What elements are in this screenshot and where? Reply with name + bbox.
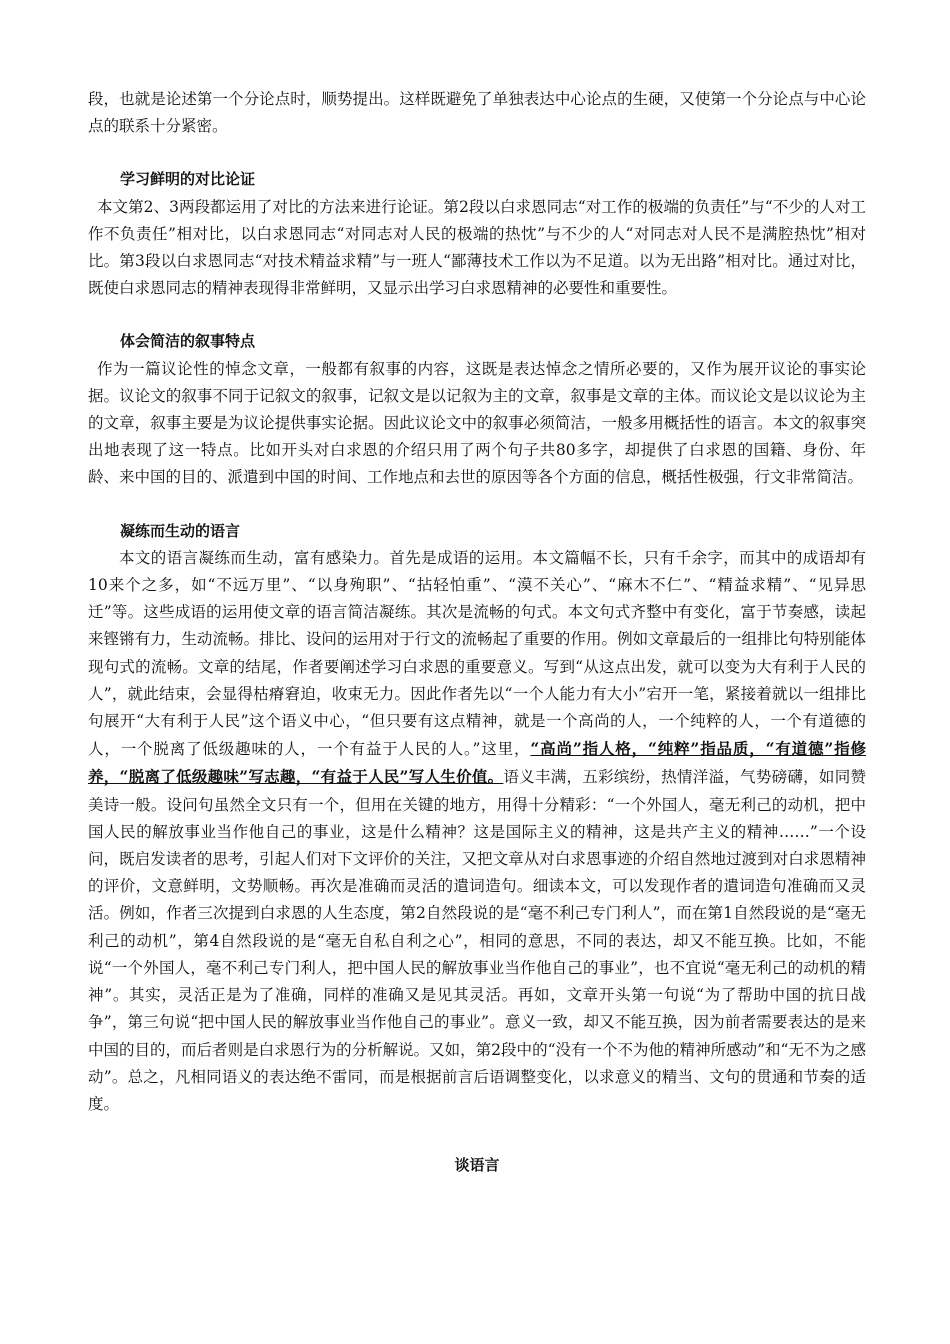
section-body-language <box>88 545 866 1118</box>
section-heading-contrast: 学习鲜明的对比论证 <box>120 170 256 189</box>
language-text-after: 语义丰满，五彩缤纷，热情洋溢，气势磅礴，如同赞美诗一般。设问句虽然全文只有一个，但用在关键的地方，用得十分精彩：“一个外国人，毫无利己的动机，把中国人民的解放事业当作他自己的事业，这是什么精神？这是国际主义的精神，这是共产主义的精神……”一个设问，既启发读者的思考，引起人们对下文评价的关注，又把文章从对白求恩事迹的介绍自然地过渡到对白求恩精神的评价，文意鲜明，文势顺畅。再次是准确而灵活的遣词造句。细读本文，可以发现作者的遣词造句准确而又灵活。例如，作者三次提到白求恩的人生态度，第2自然段说的是“毫不利己专门利人”，而在第1自然段说的是“毫无利己的动机”，第4自然段说的是“毫无自私自利之心”，相同的意思，不同的表达，却又不能互换。比如，不能说“一个外国人，毫不利己专门利人，把中国人民的解放事业当作他自己的事业”，也不宜说“毫无利己的动机的精神”。其实，灵活正是为了准确，同样的准确又是见其灵活。再如，文章开头第一句说“为了帮助中国的抗日战争”，第三句说“把中国人民的解放事业当作他自己的事业”。意义一致，却又不能互换，因为前者需要表达的是来中国的目的，而后者则是白求恩行为的分析解说。又如，第2段中的“没有一个不为他的精神所感动”和“无不为之感动”。总之，凡相同语义的表达绝不雷同，而是根据前言后语调整变化，以求意义的精当、文句的贯通和节奏的适度。 <box>88 768 866 1113</box>
section-heading-language: 凝练而生动的语言 <box>120 521 241 540</box>
section-body-contrast: 本文第2、3两段都运用了对比的方法来进行论证。第2段以白求恩同志“对工作的极端的负责任”与“不少的人对工作不负责任”相对比，以白求恩同志“对同志对人民的极端的热忱”与不少的人“对同志对人民不是满腔热忱”相对比。第3段以白求恩同志“对技术精益求精”与一班人“鄙薄技术工作以为不足道。以为无出路”相对比。通过对比，既使白求恩同志的精神表现得非常鲜明，又显示出学习白求恩精神的必要性和重要性。 <box>88 197 866 298</box>
document-page <box>88 86 866 1179</box>
closing-title: 谈语言 <box>454 1156 500 1175</box>
language-text-before: 本文的语言凝练而生动，富有感染力。首先是成语的运用。本文篇幅不长，只有千余字，而其中的成语却有10来个之多，如“不远万里”、“以身殉职”、“拈轻怕重”、“漠不关心”、“麻木不仁”、“精益求精”、“见异思迁”等。这些成语的运用使文章的语言简洁凝练。其次是流畅的句式。本文句式齐整中有变化，富于节奏感，读起来铿锵有力，生动流畅。排比、设问的运用对于行文的流畅起了重要的作用。例如文章最后的一组排比句特别能体现句式的流畅。文章的结尾，作者要阐述学习白求恩的重要意义。写到“从这点出发，就可以变为大有利于人民的人”，就此结束，会显得枯瘠窘迫，收束无力。因此作者先以“一个人能力有大小”宕开一笔，紧接着就以一组排比句展开“大有利于人民”这个语义中心，“但只要有这点精神，就是一个高尚的人，一个纯粹的人，一个有道德的人，一个脱离了低级趣味的人，一个有益于人民的人。”这里， <box>88 548 866 759</box>
intro-paragraph: 段，也就是论述第一个分论点时，顺势提出。这样既避免了单独表达中心论点的生硬，又使第一个分论点与中心论点的联系十分紧密。 <box>88 90 866 136</box>
language-highlight: “高尚”指人格，“纯粹”指品质，“有道德”指修养，“脱离了低级趣味”写志趣，“有益于人民”写人生价值。 <box>88 739 866 787</box>
section-heading-narrative: 体会简洁的叙事特点 <box>120 332 256 351</box>
section-body-narrative: 作为一篇议论性的悼念文章，一般都有叙事的内容，这既是表达悼念之情所必要的，又作为展开议论的事实论据。议论文的叙事不同于记叙文的叙事，记叙文是以记叙为主的文章，叙事是文章的主体。而议论文是以议论为主的文章，叙事主要是为议论提供事实论据。因此议论文中的叙事必须简洁，一般多用概括性的语言。本文的叙事突出地表现了这一特点。比如开头对白求恩的介绍只用了两个句子共80多字，却提供了白求恩的国籍、身份、年龄、来中国的目的、派遣到中国的时间、工作地点和去世的原因等各个方面的信息，概括性极强，行文非常简洁。 <box>88 359 866 487</box>
